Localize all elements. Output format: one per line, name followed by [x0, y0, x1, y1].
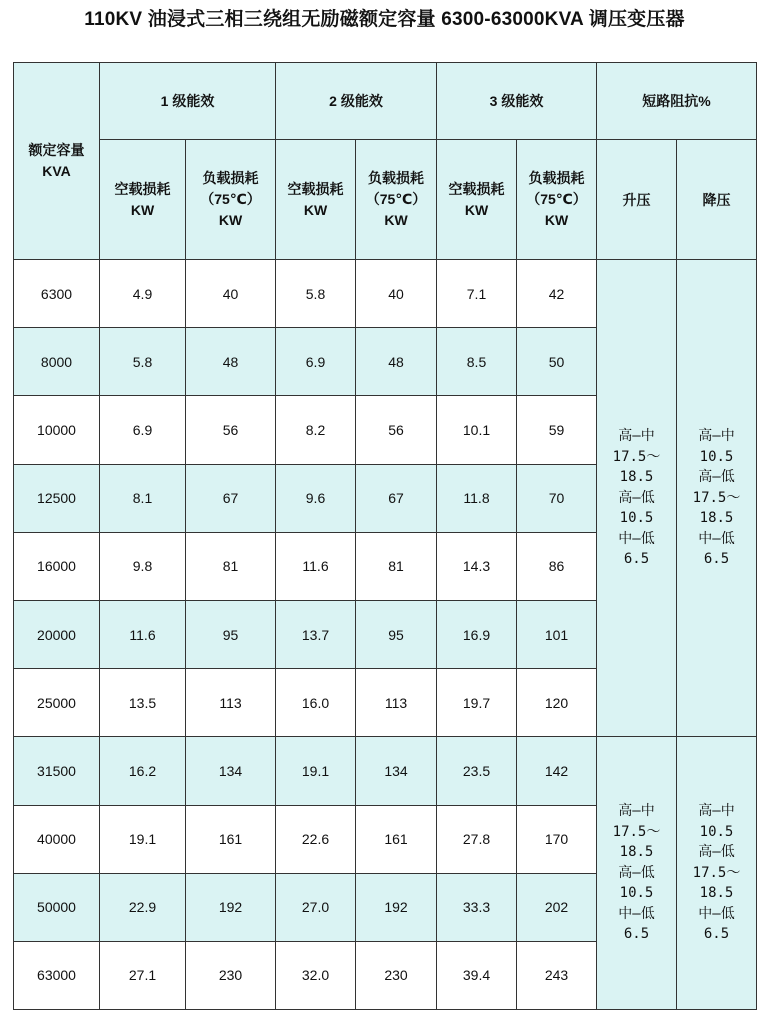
header-noload-unit: KW: [130, 201, 155, 218]
l2-load-cell: 67: [356, 464, 437, 532]
l3-noload-cell: 14.3: [437, 532, 517, 600]
impedance-line: 高—低: [698, 844, 735, 861]
l2-load-cell: 48: [356, 328, 437, 396]
header-load-text: 负载损耗: [202, 170, 259, 186]
l2-load-cell: 161: [356, 805, 437, 873]
l2-noload-cell: 11.6: [276, 532, 356, 600]
header-load-temp: （75℃）: [200, 191, 261, 207]
l3-noload-cell: 10.1: [437, 396, 517, 464]
header-impedance: 短路阻抗%: [597, 63, 757, 140]
l1-load-cell: 134: [186, 737, 276, 805]
capacity-cell: 20000: [14, 600, 100, 668]
capacity-cell: 25000: [14, 669, 100, 737]
impedance-line: 高—中: [618, 803, 655, 820]
impedance-line: 高—低: [618, 864, 655, 881]
header-load-l1: [186, 140, 276, 260]
l1-load-cell: 67: [186, 464, 276, 532]
header-load-l3: [517, 140, 597, 260]
impedance-line: 6.5: [623, 926, 650, 943]
capacity-cell: 12500: [14, 464, 100, 532]
l3-load-cell: 142: [517, 737, 597, 805]
page-title: 110KV 油浸式三相三绕组无励磁额定容量 6300-63000KVA 调压变压器: [84, 9, 685, 30]
l2-load-cell: 230: [356, 941, 437, 1009]
capacity-cell: 8000: [14, 328, 100, 396]
header-level1: 1 级能效: [100, 63, 276, 140]
l3-load-cell: 42: [517, 260, 597, 328]
impedance-line: 10.5: [619, 885, 654, 902]
l3-load-cell: 120: [517, 669, 597, 737]
l2-noload-cell: 8.2: [276, 396, 356, 464]
l3-load-cell: 101: [517, 600, 597, 668]
capacity-cell: 6300: [14, 260, 100, 328]
l1-noload-cell: 4.9: [100, 260, 186, 328]
header-step-down: 降压: [677, 140, 757, 260]
header-noload-text: 空载损耗: [114, 180, 171, 197]
l1-noload-cell: 22.9: [100, 873, 186, 941]
impedance-line: 高—中: [698, 803, 735, 820]
impedance-line: 高—低: [698, 469, 735, 486]
l2-load-cell: 56: [356, 396, 437, 464]
header-load-unit: KW: [218, 212, 243, 228]
l1-load-cell: 56: [186, 396, 276, 464]
l1-load-cell: 48: [186, 328, 276, 396]
l2-noload-cell: 5.8: [276, 260, 356, 328]
l3-load-cell: 59: [517, 396, 597, 464]
impedance-line: 18.5: [619, 844, 654, 861]
header-load-temp: （75℃）: [365, 191, 427, 207]
capacity-cell: 50000: [14, 873, 100, 941]
impedance-up-cell: [597, 260, 677, 737]
l1-noload-cell: 16.2: [100, 737, 186, 805]
l1-load-cell: 161: [186, 805, 276, 873]
impedance-down-cell: [677, 737, 757, 1010]
table-row: [14, 737, 757, 805]
impedance-line: 中—低: [698, 905, 735, 922]
l1-noload-cell: 19.1: [100, 805, 186, 873]
l2-noload-cell: 22.6: [276, 805, 356, 873]
l3-noload-cell: 8.5: [437, 328, 517, 396]
l3-load-cell: 243: [517, 941, 597, 1009]
l2-load-cell: 95: [356, 600, 437, 668]
impedance-line: 10.5: [699, 823, 734, 840]
l3-load-cell: 70: [517, 464, 597, 532]
l1-load-cell: 113: [186, 669, 276, 737]
l2-noload-cell: 9.6: [276, 464, 356, 532]
l2-load-cell: 40: [356, 260, 437, 328]
impedance-line: 6.5: [703, 926, 730, 943]
l2-load-cell: 134: [356, 737, 437, 805]
capacity-cell: 63000: [14, 941, 100, 1009]
impedance-line: 中—低: [698, 530, 735, 547]
impedance-line: 6.5: [703, 551, 730, 568]
l2-noload-cell: 13.7: [276, 600, 356, 668]
header-noload-unit: KW: [303, 201, 328, 218]
capacity-cell: 10000: [14, 396, 100, 464]
impedance-line: 6.5: [623, 551, 650, 568]
l3-noload-cell: 11.8: [437, 464, 517, 532]
impedance-line: 17.5～: [612, 448, 661, 465]
l2-noload-cell: 19.1: [276, 737, 356, 805]
header-load-unit: KW: [384, 212, 408, 228]
impedance-line: 10.5: [699, 448, 734, 465]
l3-load-cell: 50: [517, 328, 597, 396]
l3-noload-cell: 27.8: [437, 805, 517, 873]
l1-load-cell: 192: [186, 873, 276, 941]
impedance-line: 中—低: [618, 905, 655, 922]
impedance-line: 18.5: [699, 510, 734, 527]
l1-noload-cell: 27.1: [100, 941, 186, 1009]
l2-load-cell: 81: [356, 532, 437, 600]
impedance-line: 18.5: [699, 885, 734, 902]
impedance-line: 高—中: [618, 428, 655, 445]
header-capacity: [14, 63, 100, 260]
l3-load-cell: 86: [517, 532, 597, 600]
header-noload-l2: [276, 140, 356, 260]
header-level3: 3 级能效: [437, 63, 597, 140]
header-noload-text: 空载损耗: [287, 180, 344, 197]
impedance-line: 17.5～: [692, 864, 741, 881]
impedance-line: 中—低: [618, 530, 655, 547]
l3-load-cell: 170: [517, 805, 597, 873]
header-load-temp: （75℃）: [526, 191, 587, 207]
l3-noload-cell: 16.9: [437, 600, 517, 668]
l3-noload-cell: 7.1: [437, 260, 517, 328]
table-row: [14, 260, 757, 328]
header-load-text: 负载损耗: [368, 170, 424, 186]
l1-noload-cell: 11.6: [100, 600, 186, 668]
impedance-line: 10.5: [619, 510, 654, 527]
header-level2: 2 级能效: [276, 63, 437, 140]
impedance-line: 高—中: [698, 428, 735, 445]
l1-load-cell: 230: [186, 941, 276, 1009]
header-noload-text: 空载损耗: [448, 180, 505, 197]
header-noload-l3: [437, 140, 517, 260]
l2-noload-cell: 27.0: [276, 873, 356, 941]
transformer-spec-table: [13, 62, 757, 1010]
header-load-l2: [356, 140, 437, 260]
capacity-cell: 40000: [14, 805, 100, 873]
l1-noload-cell: 6.9: [100, 396, 186, 464]
l2-noload-cell: 6.9: [276, 328, 356, 396]
header-capacity-line2: KVA: [42, 163, 71, 179]
impedance-down-cell: [677, 260, 757, 737]
impedance-line: 18.5: [619, 469, 654, 486]
impedance-line: 17.5～: [612, 823, 661, 840]
header-noload-l1: [100, 140, 186, 260]
l3-noload-cell: 33.3: [437, 873, 517, 941]
l2-noload-cell: 32.0: [276, 941, 356, 1009]
header-step-up: 升压: [597, 140, 677, 260]
l1-load-cell: 81: [186, 532, 276, 600]
impedance-up-cell: [597, 737, 677, 1010]
l3-noload-cell: 39.4: [437, 941, 517, 1009]
header-load-unit: KW: [544, 212, 569, 228]
l1-noload-cell: 9.8: [100, 532, 186, 600]
l1-load-cell: 40: [186, 260, 276, 328]
l1-noload-cell: 8.1: [100, 464, 186, 532]
header-capacity-line1: 额定容量: [28, 142, 85, 158]
l2-load-cell: 192: [356, 873, 437, 941]
l2-load-cell: 113: [356, 669, 437, 737]
l3-noload-cell: 23.5: [437, 737, 517, 805]
capacity-cell: 16000: [14, 532, 100, 600]
header-load-text: 负载损耗: [528, 170, 585, 186]
l1-load-cell: 95: [186, 600, 276, 668]
l3-noload-cell: 19.7: [437, 669, 517, 737]
l1-noload-cell: 13.5: [100, 669, 186, 737]
l2-noload-cell: 16.0: [276, 669, 356, 737]
header-noload-unit: KW: [464, 201, 489, 218]
l1-noload-cell: 5.8: [100, 328, 186, 396]
impedance-line: 高—低: [618, 489, 655, 506]
capacity-cell: 31500: [14, 737, 100, 805]
l3-load-cell: 202: [517, 873, 597, 941]
impedance-line: 17.5～: [692, 489, 741, 506]
